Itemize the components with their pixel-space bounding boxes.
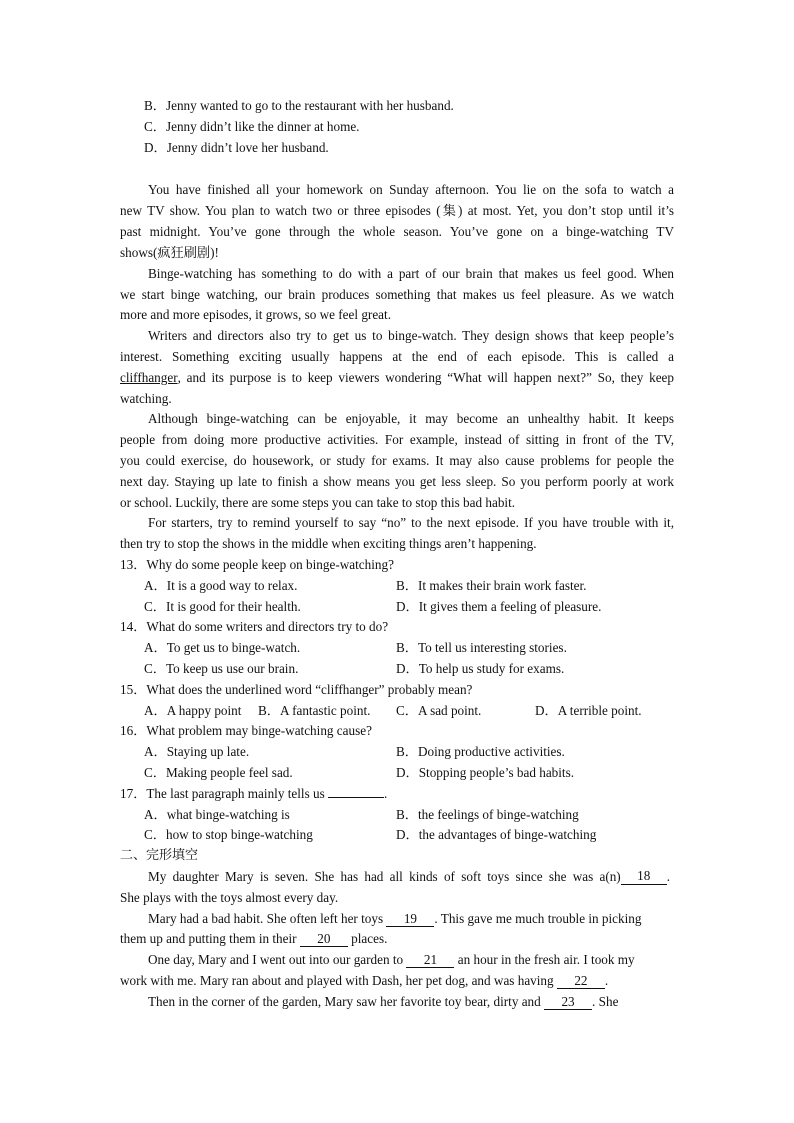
choice-d[interactable]: D．A terrible point. — [535, 703, 642, 718]
question-stem: 13．Why do some people keep on binge-watching? — [120, 557, 394, 572]
cloze-text: Mary had a bad habit. She often left her toys — [148, 911, 387, 926]
cloze-text-end: . She — [592, 994, 619, 1009]
underlined-word-cliffhanger: cliffhanger — [120, 370, 178, 385]
cloze-line: She plays with the toys almost every day. — [120, 890, 339, 905]
passage-line: Although binge-watching can be enjoyable, it may become an unhealthy habit. It keeps — [148, 411, 674, 426]
choice-b[interactable]: B．A fantastic point. — [258, 703, 371, 718]
choice-a[interactable]: A．what binge-watching is — [144, 807, 290, 822]
choice-d[interactable]: D．It gives them a feeling of pleasure. — [396, 599, 602, 614]
choice-c[interactable]: C．Making people feel sad. — [144, 765, 293, 780]
choice-c[interactable]: C．To keep us use our brain. — [144, 661, 299, 676]
passage-line: we start binge watching, our brain produces something that makes us feel pleasure. As we watch — [120, 287, 674, 302]
cloze-text-end: . — [604, 973, 609, 988]
choice-c[interactable]: C．A sad point. — [396, 703, 482, 718]
cloze-text: work with me. Mary ran about and played with Dash, her pet dog, and was having — [120, 973, 557, 988]
passage-line: you could exercise, do housework, or study for exams. It may also cause problems for people the — [120, 453, 674, 468]
question-stem-end: . — [384, 786, 388, 801]
question-stem-text: 17．The last paragraph mainly tells us — [120, 786, 329, 801]
cloze-text: One day, Mary and I went out into our garden to — [148, 952, 407, 967]
cloze-text-end: . This gave me much trouble in picking — [434, 911, 642, 926]
cloze-line — [120, 931, 387, 947]
choice-d[interactable]: D．Stopping people’s bad habits. — [396, 765, 575, 780]
passage-line: Writers and directors also try to get us to binge-watch. They design shows that keep people’s — [148, 328, 674, 343]
answer-blank[interactable] — [328, 797, 384, 798]
passage-line: then try to stop the shows in the middle when exciting things aren’t happening. — [120, 536, 537, 551]
option-b: B．Jenny wanted to go to the restaurant with her husband. — [144, 98, 454, 113]
cloze-line — [148, 952, 635, 968]
passage-line: more and more episodes, it grows, so we feel great. — [120, 307, 391, 322]
passage-line: new TV show. You plan to watch two or three episodes (集) at most. Yet, you don’t stop until it’s — [120, 203, 674, 218]
cloze-line — [148, 869, 670, 885]
section-heading: 二、完形填空 — [120, 848, 199, 863]
passage-line: or school. Luckily, there are some steps you can take to stop this bad habit. — [120, 495, 516, 510]
choice-b[interactable]: B．It makes their brain work faster. — [396, 578, 587, 593]
choice-a[interactable]: A．It is a good way to relax. — [144, 578, 298, 593]
cloze-blank-20[interactable]: 20 — [300, 932, 348, 947]
cloze-line — [148, 994, 618, 1010]
cloze-text: Then in the corner of the garden, Mary saw her favorite toy bear, dirty and — [148, 994, 545, 1009]
question-stem: 16．What problem may binge-watching cause? — [120, 723, 372, 738]
choice-b[interactable]: B．Doing productive activities. — [396, 744, 565, 759]
passage-line: interest. Something exciting usually happens at the end of each episode. This is called a — [120, 349, 674, 364]
passage-line-rest: , and its purpose is to keep viewers wondering “What will happen next?” So, they keep — [177, 370, 674, 385]
cloze-line — [148, 911, 672, 927]
choice-c[interactable]: C．how to stop binge-watching — [144, 827, 313, 842]
choice-a[interactable]: A．To get us to binge-watch. — [144, 640, 301, 655]
passage-line: past midnight. You’ve gone through the whole season. You’ve gone on a binge-watching TV — [120, 224, 674, 239]
cloze-blank-23[interactable]: 23 — [544, 995, 592, 1010]
choice-b[interactable]: B．the feelings of binge-watching — [396, 807, 579, 822]
option-c: C．Jenny didn’t like the dinner at home. — [144, 119, 360, 134]
cloze-text-end: an hour in the fresh air. I took my — [454, 952, 635, 967]
cloze-blank-21[interactable]: 21 — [406, 953, 454, 968]
choice-b[interactable]: B．To tell us interesting stories. — [396, 640, 567, 655]
cloze-text-end: . — [666, 869, 670, 884]
question-stem — [120, 786, 387, 802]
passage-line: For starters, try to remind yourself to say “no” to the next episode. If you have trouble with it, — [148, 515, 674, 530]
passage-line: shows(疯狂刷剧)! — [120, 245, 219, 260]
cloze-text: My daughter Mary is seven. She has had all kinds of soft toys since she was a(n) — [148, 869, 621, 884]
choice-c[interactable]: C．It is good for their health. — [144, 599, 301, 614]
cloze-blank-18[interactable]: 18 — [621, 869, 667, 885]
passage-line: You have finished all your homework on Sunday afternoon. You lie on the sofa to watch a — [148, 182, 674, 197]
choice-d[interactable]: D．the advantages of binge-watching — [396, 827, 597, 842]
passage-line — [120, 370, 674, 386]
passage-line: Binge-watching has something to do with a part of our brain that makes us feel good. When — [148, 266, 674, 281]
choice-d[interactable]: D．To help us study for exams. — [396, 661, 565, 676]
cloze-blank-19[interactable]: 19 — [386, 912, 434, 927]
passage-line: people from doing more productive activities. For example, instead of sitting in front of the TV, — [120, 432, 674, 447]
choice-a[interactable]: A．Staying up late. — [144, 744, 250, 759]
cloze-line — [120, 973, 608, 989]
cloze-text-end: places. — [347, 931, 388, 946]
option-d: D．Jenny didn’t love her husband. — [144, 140, 329, 155]
question-stem: 14．What do some writers and directors try to do? — [120, 619, 389, 634]
choice-a[interactable]: A．A happy point — [144, 703, 242, 718]
cloze-text: them up and putting them in their — [120, 931, 300, 946]
cloze-blank-22[interactable]: 22 — [557, 974, 605, 989]
question-stem: 15．What does the underlined word “cliffhanger” probably mean? — [120, 682, 473, 697]
passage-line: watching. — [120, 391, 172, 406]
passage-line: next day. Staying up late to finish a show means you get less sleep. So you perform poorly at work — [120, 474, 674, 489]
